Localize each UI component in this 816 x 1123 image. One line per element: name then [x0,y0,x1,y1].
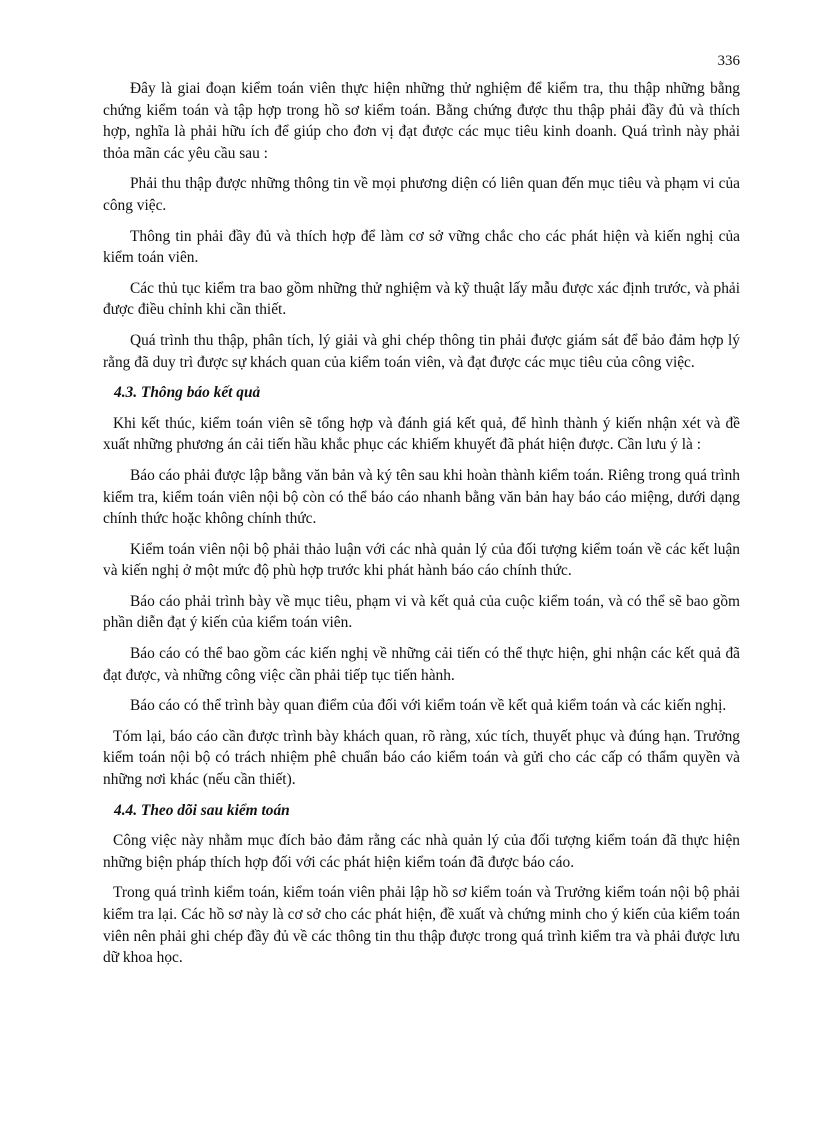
page-content [103,78,740,978]
intro-paragraph: Đây là giai đoạn kiểm toán viên thực hiện những thử nghiệm để kiểm tra, thu thập những bằng chứng kiểm toán và tập hợp trong hồ sơ kiểm toán. Bằng chứng được thu thập phải đầy đủ và thích hợp, nghĩa là phải hữu ích để giúp cho đơn vị đạt được các mục tiêu kinh doanh. Quá trình này phải thỏa mãn các yêu cầu sau : [103,80,740,162]
report-note-paragraph: Báo cáo có thể trình bày quan điểm của đối với kiểm toán về kết quả kiểm toán và các kiến nghị. [130,697,727,715]
report-note-paragraph: Kiểm toán viên nội bộ phải thảo luận với các nhà quản lý của đối tượng kiểm toán về các kết luận và kiến nghị ở một mức độ phù hợp trước khi phát hành báo cáo chính thức. [103,540,740,580]
section-heading-4-3: 4.3. Thông báo kết quả [114,384,261,402]
section-4-4-paragraph: Trong quá trình kiểm toán, kiểm toán viên phải lập hồ sơ kiểm toán và Trưởng kiểm toán nội bộ phải kiểm tra lại. Các hồ sơ này là cơ sở cho các phát hiện, đề xuất và chứng minh cho ý kiến của kiểm toán viên nên phải ghi chép đầy đủ về các thông tin thu thập được trong quá trình kiểm tra và phải được lưu dữ khoa học. [103,884,740,967]
section-heading-4-4: 4.4. Theo dõi sau kiểm toán [114,801,290,819]
section-4-4-paragraph: Công việc này nhằm mục đích bảo đảm rằng các nhà quản lý của đối tượng kiểm toán đã thực hiện những biện pháp thích hợp đối với các phát hiện kiểm toán đã được báo cáo. [103,832,740,871]
report-note-paragraph: Báo cáo phải trình bày về mục tiêu, phạm vi và kết quả của cuộc kiểm toán, và có thể sẽ bao gồm phần diễn đạt ý kiến của kiểm toán viên. [103,592,740,632]
requirement-paragraph: Quá trình thu thập, phân tích, lý giải và ghi chép thông tin phải được giám sát để bảo đảm hợp lý rằng đã duy trì được sự khách quan của kiểm toán viên, và đạt được các mục tiêu của công việc. [103,331,740,371]
report-note-paragraph: Báo cáo phải được lập bằng văn bản và ký tên sau khi hoàn thành kiểm toán. Riêng trong quá trình kiểm tra, kiểm toán viên nội bộ còn có thể báo cáo nhanh bằng văn bản hay báo cáo miệng, dưới dạng chính thức hoặc không chính thức. [103,466,740,528]
requirement-paragraph: Thông tin phải đầy đủ và thích hợp để làm cơ sở vững chắc cho các phát hiện và kiến nghị của kiểm toán viên. [103,227,740,267]
requirement-paragraph: Các thủ tục kiểm tra bao gồm những thử nghiệm và kỹ thuật lấy mẫu được xác định trước, và phải được điều chỉnh khi cần thiết. [103,279,740,319]
section-4-3-lead: Khi kết thúc, kiểm toán viên sẽ tổng hợp và đánh giá kết quả, để hình thành ý kiến nhận xét và đề xuất những phương án cải tiến hầu khắc phục các khiếm khuyết đã phát hiện được. Cần lưu ý là : [103,414,740,454]
page-number: 336 [717,53,740,69]
report-note-paragraph: Báo cáo có thể bao gồm các kiến nghị về những cải tiến có thể thực hiện, ghi nhận các kết quả đã đạt được, và những công việc cần phải tiếp tục tiến hành. [103,645,740,684]
section-4-3-summary: Tóm lại, báo cáo cần được trình bày khách quan, rõ ràng, xúc tích, thuyết phục và đúng hạn. Trưởng kiểm toán nội bộ có trách nhiệm phê chuẩn báo cáo kiểm toán và gửi cho các cấp có thẩm quyền và những nơi khác (nếu cần thiết). [103,727,740,789]
requirement-paragraph: Phải thu thập được những thông tin về mọi phương diện có liên quan đến mục tiêu và phạm vi của công việc. [103,175,740,214]
